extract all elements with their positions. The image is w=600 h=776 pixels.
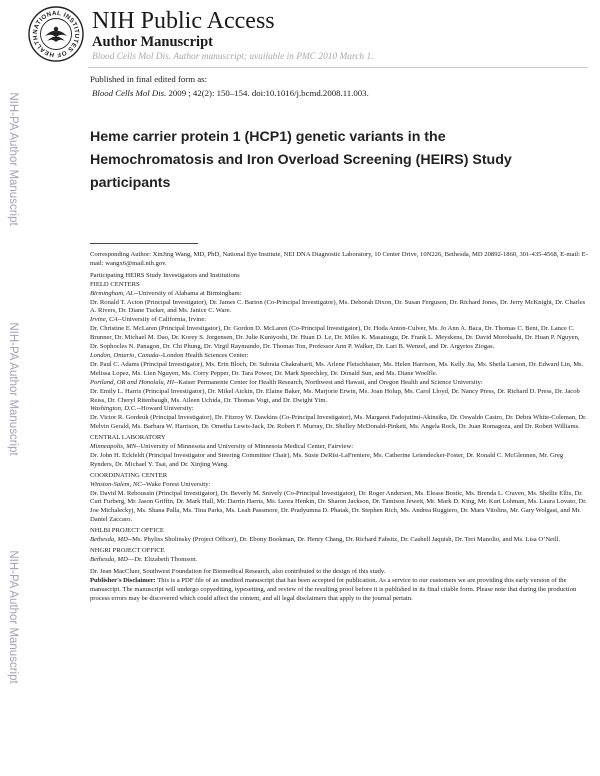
central-lab-site: Minneapolis, MN--University of Minnesota and University of Minnesota Medical Center, Fairview: — [90, 443, 354, 451]
irvine-people: Dr. Christine E. McLaren (Principal Investigator), Dr. Gordon D. McLaren (Co-Principal Investigator), Dr. Hoda Anton-Culver, Ms. Jo Ann A. Baca, Dr. Thomas C. Bent, Dr. Lance C. Brunner, Dr. Michael M. Dao, Dr. Korey S. Jorgensen, Dr. Julie Kuniyoshi, Dr. Huan D. Le, Dr. Miles K. Masatsugu, Dr. Frank L. Meyskens, Dr. David Morohashi, Dr. Huan P. Nguyen, Dr. Sophocles N. Panagon, Dr. Chi Phung, Dr. Virgil Raymundo, Dr. Thomas Ton, Professor Ann P. Walker, Dr. Lari B. Wenzel, and Dr. Argyrios Ziogas. — [90, 325, 580, 351]
birmingham-people: Dr. Ronald T. Acton (Principal Investigator), Dr. James C. Barton (Co-Principal Investigator), Ms. Deborah Dixon, Dr. Susan Ferguson, Dr. Richard Jones, Dr. Jerry McKnight, Dr. Charles A. Rivers, Dr. Diane Tucker, and Ms. Janice C. Ware. — [90, 298, 586, 315]
nhgri-heading: NHGRI PROJECT OFFICE — [90, 547, 165, 554]
coordinating-center-site: Winston-Salem, NC--Wake Forest University: — [90, 480, 211, 488]
irvine-site: Irvine, CA--University of California, Irvine: — [90, 316, 207, 324]
field-centers-heading: FIELD CENTERS — [90, 280, 140, 288]
sidebar-label-bottom: NIH-PA Author Manuscript — [7, 550, 19, 684]
published-intro: Published in final edited form as: — [90, 74, 208, 84]
nhlbi-heading: NHLBI PROJECT OFFICE — [90, 527, 164, 535]
header-journal-line: Blood Cells Mol Dis. Author manuscript; available in PMC 2010 March 1. — [92, 52, 374, 62]
footnote-divider — [90, 243, 198, 244]
header-divider — [88, 67, 588, 68]
svg-text:NATIONAL INSTITUTES OF HEALTH: NATIONAL INSTITUTES OF HEALTH — [31, 9, 81, 59]
nhgri-people: Bethesda, MD—Dr. Elizabeth Thomson. — [90, 555, 198, 563]
contribution-note: Dr. Jean MacCluer, Southwest Foundation for Biomedical Research, also contributed to the design of this study. — [90, 567, 386, 575]
london-site: London, Ontario, Canada--London Health Sciences Center: — [90, 351, 249, 359]
nih-public-access-header — [28, 6, 588, 66]
publisher-disclaimer: Publisher's Disclaimer: This is a PDF file of an unedited manuscript that has been accepted for publication. As a service to our customers we are providing this early version of the manuscript. The manuscript will undergo copyediting, typesetting, and review of the resulting proof before it is published in its final citable form. Please note that during the production process errors may be discovered which could affect the content, and all legal disclaimers that apply to the journal pertain. — [90, 576, 577, 602]
header-subtitle: Author Manuscript — [92, 34, 213, 50]
correspondence: Corresponding Author: XinJing Wang, MD, PhD, National Eye Institute, NEI DNA Diagnostic Laboratory, 10 Center Drive, 10N226, Bethesda, MD 20892-1860, 301-435-4568, E-mail: E-mail: wangx6@mail.nih.gov. — [90, 251, 588, 267]
article-title: Heme carrier protein 1 (HCP1) genetic variants in the Hemochromatosis and Iron Overload Screening (HEIRS) Study participants — [90, 129, 512, 191]
coordinating-center-heading: COORDINATING CENTER — [90, 471, 168, 479]
citation — [90, 86, 369, 100]
citation-details: 2009 ; 42(2): 150–154. doi:10.1016/j.bcmd.2008.11.003. — [168, 88, 369, 98]
sidebar-label-top: NIH-PA Author Manuscript — [7, 92, 19, 226]
header-title: NIH Public Access — [92, 8, 275, 34]
footnotes-body — [90, 251, 588, 603]
central-lab-people: Dr. John H. Eckfeldt (Principal Investigator and Steering Committee Chair), Ms. Susie DeRisi-LaFreniere, Ms. Catherine Leiendecker-Foster, Dr. Ronald C. McGlennen, Mr. Greg Rynders, Dr. Michael Y. Tsai, and Dr. Xinjing Wang. — [90, 451, 564, 468]
portland-people: Dr. Emily L. Harris (Principal Investigator), Dr. Mikel Aickin, Dr. Elaine Baker, Ms. Marjorie Erwin, Ms. Joan Holup, Ms. Carol Lloyd, Dr. Nancy Press, Dr. Richard D. Press, Dr. Jacob Reiss, Dr. Cheryl Ritenbaugh, Ms. Aileen Uchida, Dr. Thomas Vogt, and Dr. Dwight Yim. — [90, 387, 580, 404]
birmingham-site: Birmingham, AL--University of Alabama at Birmingham: — [90, 289, 242, 297]
nhlbi-people: Bethesda, MD--Ms. Phyliss Sholinsky (Project Officer), Dr. Ebony Bookman, Dr. Henry Chang, Dr. Richard Fabsitz, Dr. Cashell Jaquish, Dr. Teri Manolio, and Ms. Lisa O’Neill. — [90, 536, 561, 544]
washington-site: Washington, D.C.--Howard University: — [90, 405, 194, 413]
central-lab-heading: CENTRAL LABORATORY — [90, 434, 166, 442]
coordinating-center-people: Dr. David M. Reboussin (Principal Investigator), Dr. Beverly M. Snively (Co-Principal Investigator), Dr. Roger Anderson, Ms. Elease Bostic, Ms. Brenda L. Craven, Ms. Shellie Ellis, Dr. Curt Furberg, Mr. Jason Griffin, Dr. Mark Hall, Mr. Darrin Harris, Ms. Leora Henkin, Dr. Sharon Jackson, Dr. Tamison Jewett, Mr. Mark D. King, Mr. Kurt Lohman, Ms. Laura Lovato, Dr. Joe Michaleckyj, Ms. Shana Palla, Ms. Tina Parks, Ms. Leah Passmore, Dr. Pradyumna D. Phatak, Dr. Stephen Rich, Ms. Andrea Ruggiero, Dr. Mara Vitolins, Mr. Gary Wolgast, and Mr. Daniel Zaccaro. — [90, 489, 587, 524]
publication-info — [90, 72, 369, 100]
washington-people: Dr. Victor R. Gordeuk (Principal Investigator), Dr. Fitzroy W. Dawkins (Co-Principal Investigator), Ms. Margaret Fadojutimi-Akinsiku, Dr. Oswaldo Castro, Dr. Debra White-Coleman, Dr. Melvin Gerald, Ms. Barbara W. Harrison, Dr. Ometha Lewis-Jack, Dr. Robert F. Murray, Dr. Shelley McDonald-Pinkett, Ms. Angela Rock, Dr. Juan Romagoza, and Dr. Robert Williams. — [90, 414, 587, 431]
portland-site: Portland, OR and Honolulu, HI--Kaiser Permanente Center for Health Research, Northwest and Hawaii, and Oregon Health and Science University: — [90, 378, 483, 386]
london-people: Dr. Paul C. Adams (Principal Investigator), Ms. Erin Bloch, Dr. Subrata Chakrabarti, Ms. Arlene Fleischhauer, Ms. Helen Harrison, Ms. Kelly Jia, Ms. Sheila Larson, Dr. Edward Lin, Ms. Melissa Lopez, Ms. Lien Nguyen, Ms. Corry Pepper, Dr. Tara Power, Dr. Mark Speechley, Dr. Donald Sun, and Ms. Diane Woelfle. — [90, 360, 584, 377]
sidebar-label-middle: NIH-PA Author Manuscript — [7, 322, 19, 456]
nih-seal-logo — [28, 6, 84, 62]
citation-journal: Blood Cells Mol Dis. — [92, 88, 167, 98]
participating-heading: Participating HEIRS Study Investigators and Institutions — [90, 271, 240, 279]
